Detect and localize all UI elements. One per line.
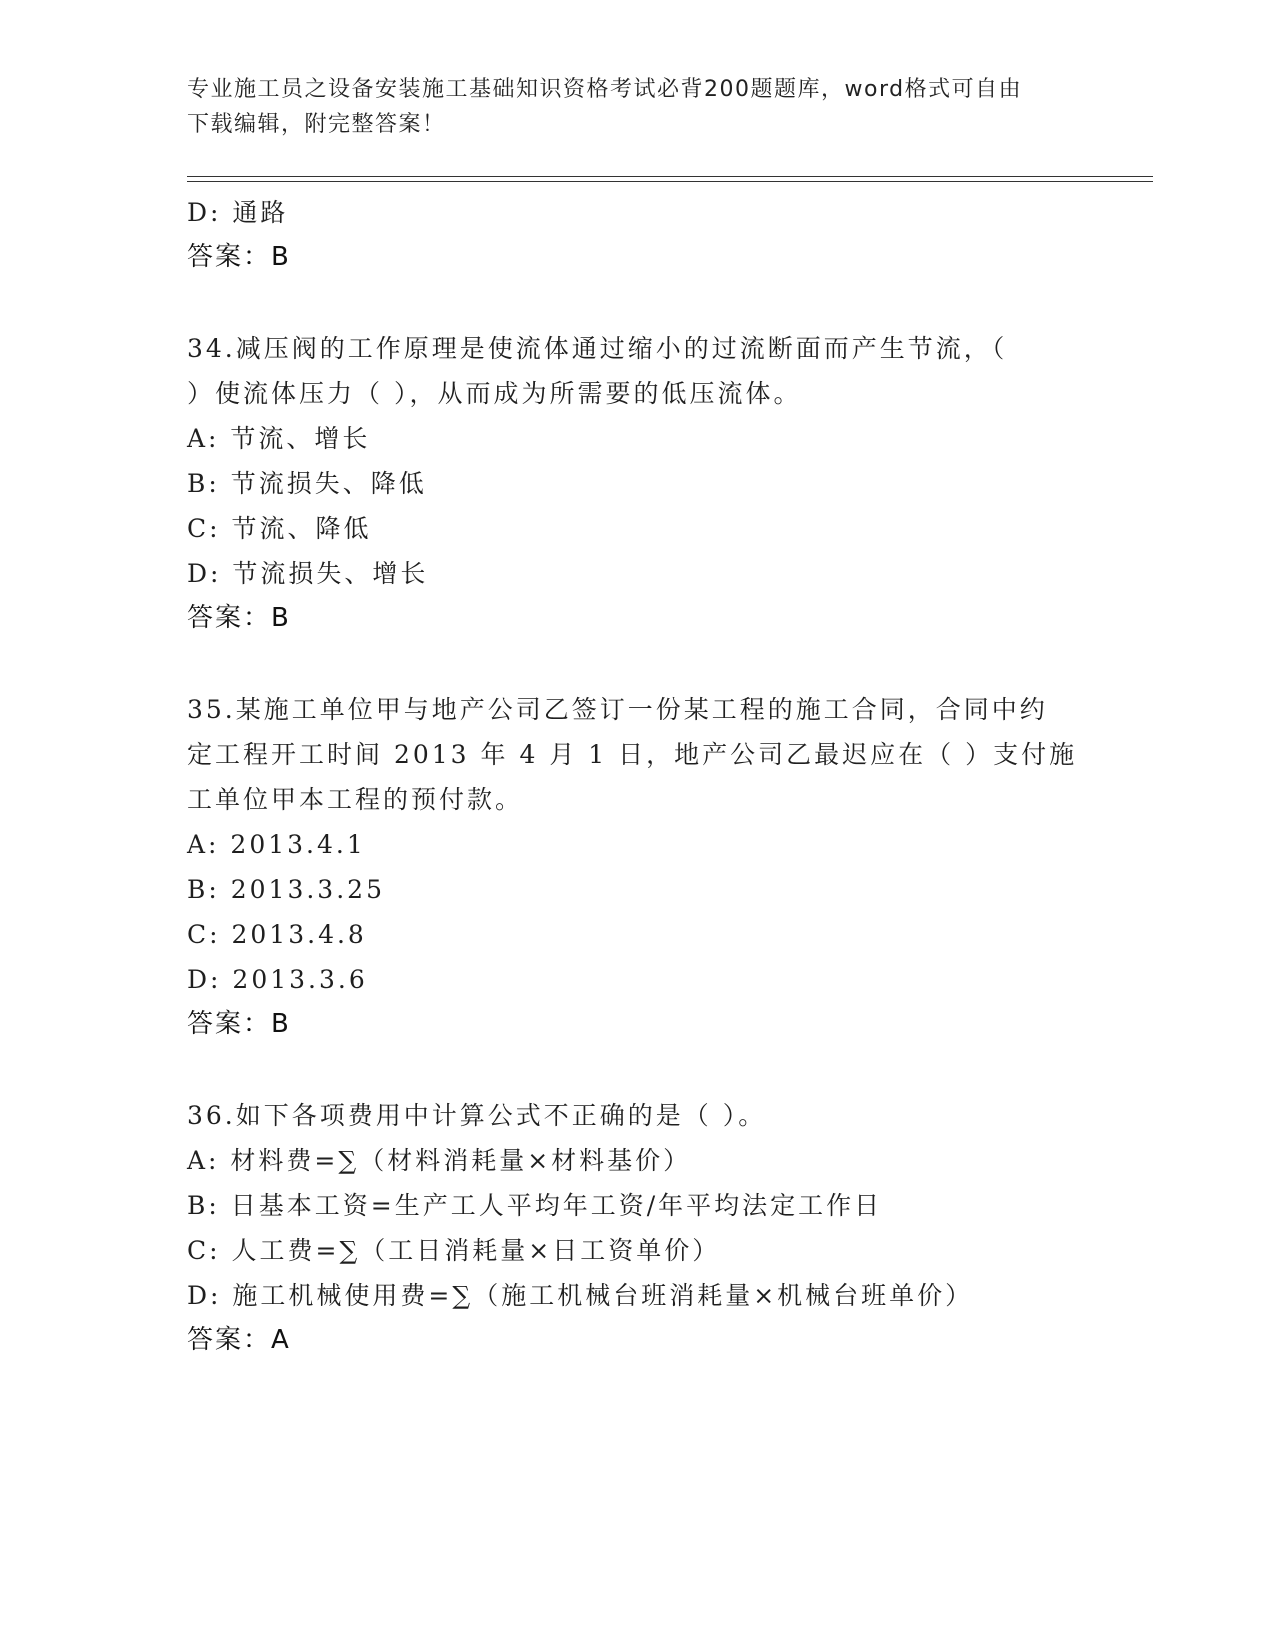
question-stem: 35.某施工单位甲与地产公司乙签订一份某工程的施工合同，合同中约: [187, 695, 1048, 724]
question-stem: 定工程开工时间 2013 年 4 月 1 日，地产公司乙最迟应在（ ）支付施: [187, 740, 1078, 769]
question-stem: ）使流体压力（ ），从而成为所需要的低压流体。: [187, 379, 802, 408]
option-c: C: 节流、降低: [187, 514, 372, 543]
question-stem: 36.如下各项费用中计算公式不正确的是（ ）。: [187, 1101, 767, 1130]
option-d: D: 施工机械使用费=∑（施工机械台班消耗量×机械台班单价）: [187, 1281, 974, 1310]
option-d: D: 节流损失、增长: [187, 559, 429, 588]
question-34: [187, 326, 1087, 641]
header-line-2: 下载编辑，附完整答案！: [187, 112, 446, 137]
option-b: B: 节流损失、降低: [187, 469, 427, 498]
option-a: A: 节流、增长: [187, 424, 371, 453]
option-d: D: 2013.3.6: [187, 965, 368, 994]
question-36: [187, 1093, 1087, 1363]
option-d: D: 通路: [187, 198, 289, 227]
answer-line: 答案：B: [187, 603, 291, 633]
answer-line: 答案：B: [187, 1009, 291, 1039]
answer-line: 答案：B: [187, 242, 291, 272]
option-c: C: 人工费=∑（工日消耗量×日工资单价）: [187, 1236, 721, 1265]
previous-question-tail: [187, 190, 1087, 280]
question-35: [187, 687, 1087, 1047]
document-header: [187, 72, 1067, 142]
question-stem: 34.减压阀的工作原理是使流体通过缩小的过流断面而产生节流，（: [187, 334, 1008, 363]
option-c: C: 2013.4.8: [187, 920, 367, 949]
spacer: [187, 1047, 1087, 1093]
header-line-1: 专业施工员之设备安装施工基础知识资格考试必背200题题库，word格式可自由: [187, 77, 1023, 102]
spacer: [187, 641, 1087, 687]
option-a: A: 2013.4.1: [187, 830, 366, 859]
option-b: B: 2013.3.25: [187, 875, 385, 904]
question-stem: 工单位甲本工程的预付款。: [187, 785, 524, 814]
question-content: [187, 190, 1087, 1363]
spacer: [187, 280, 1087, 326]
header-rule-top: [187, 176, 1153, 177]
option-b: B: 日基本工资=生产工人平均年工资/年平均法定工作日: [187, 1191, 883, 1220]
answer-line: 答案：A: [187, 1325, 291, 1355]
option-a: A: 材料费=∑（材料消耗量×材料基价）: [187, 1146, 692, 1175]
header-rule-bottom: [187, 181, 1153, 182]
